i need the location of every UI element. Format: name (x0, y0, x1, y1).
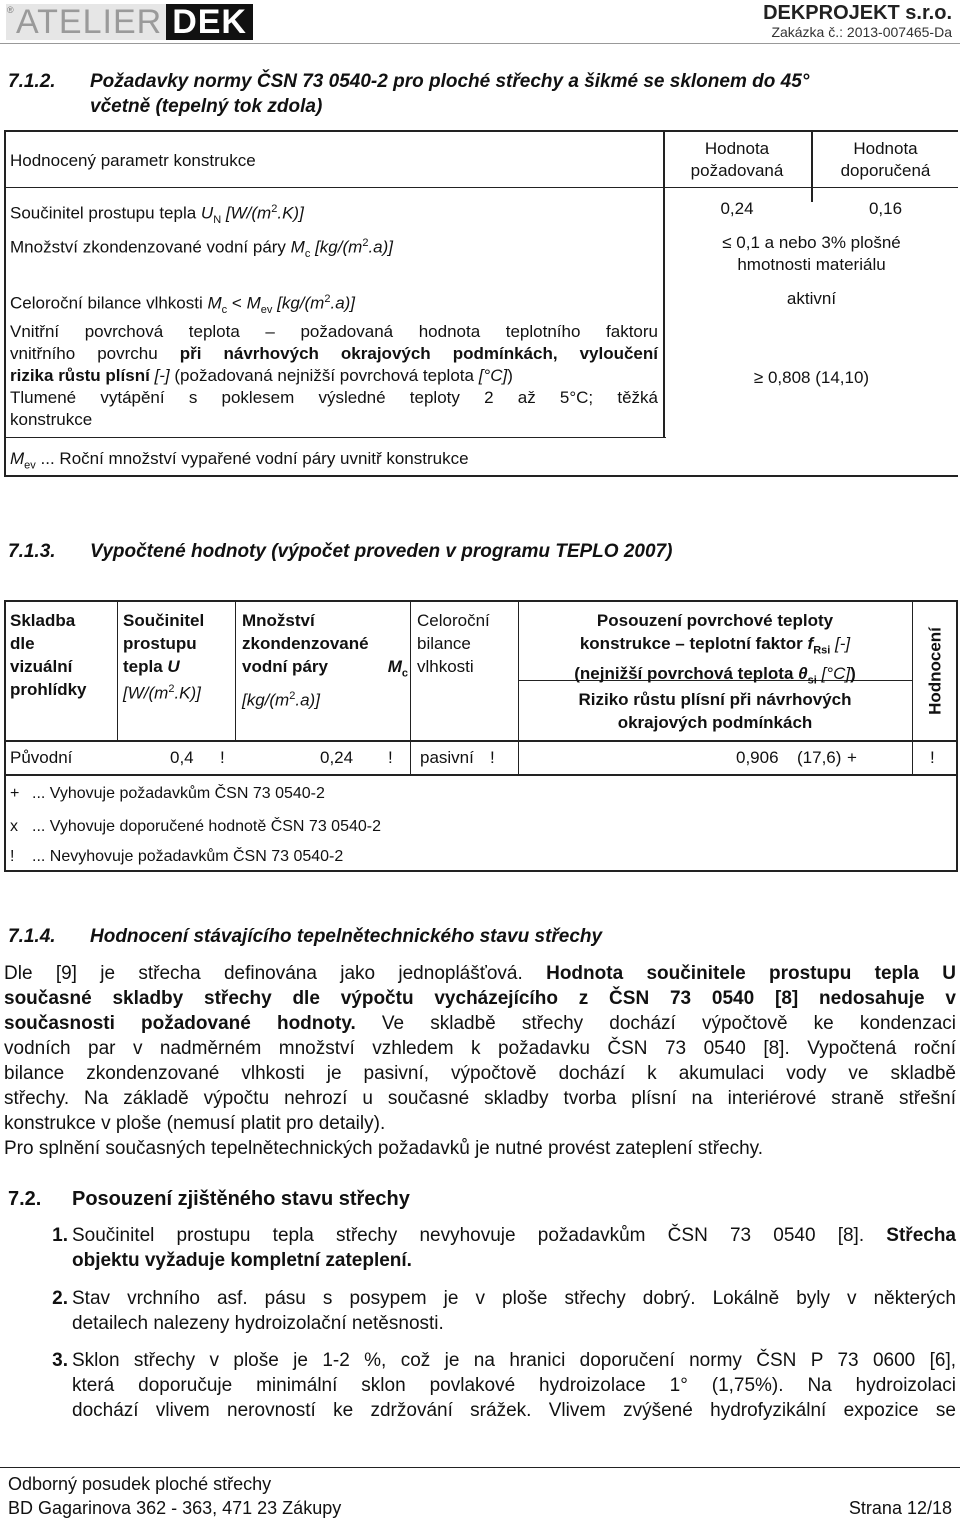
t2-col-balance: Celoroční bilance vlhkosti (417, 611, 490, 676)
footer-address: BD Gagarinova 362 - 363, 471 23 Zákupy (8, 1498, 342, 1518)
table1-col-param: Hodnocený parametr konstrukce (10, 151, 256, 170)
finding-item-3: 3. Sklon střechy v ploše je 1-2 %, což je na hranici doporučení normy ČSN P 73 0600 [6], která doporučuje minimální sklon povlakové hydroizolace 1° (1,75%). Na hydroizolaci dochází vlivem nerovností ke zdržování srážek. Vlivem zvýšené hydrofyzikální expozice se (52, 1350, 956, 1421)
table1-header-line (6, 187, 958, 188)
row-u-recommended: 0,16 (868, 199, 903, 218)
section-712-title-line2: včetně (tepelný tok zdola) (90, 96, 323, 117)
t2-col-u: Součinitel prostupu tepla U $[W/(m^2.K)]$ (123, 611, 205, 703)
t2-row-u: 0,4 (170, 748, 194, 767)
section-713-number: 7.1.3. (8, 541, 56, 562)
table1-col-required: Hodnota požadovaná (690, 139, 784, 180)
row-balance-label: Celoroční bilance vlhkosti $M_c < M_{ev}$ $[kg/(m^2.a)]$ (10, 293, 356, 317)
footer-doc-title: Odborný posudek ploché střechy (8, 1474, 272, 1494)
t2-col-evaluation: Hodnocení (925, 627, 945, 715)
section-714-title: Hodnocení stávajícího tepelnětechnického stavu střechy (90, 926, 603, 947)
results-table (4, 600, 958, 872)
order-number: Zakázka č.: 2013-007465-Da (771, 24, 952, 40)
t2-v2 (235, 602, 236, 740)
section-712-title-line1: Požadavky normy ČSN 73 0540-2 pro ploché střechy a šikmé se sklonem do 45° (90, 71, 810, 92)
row-u-required: 0,24 (720, 199, 754, 218)
header-divider (0, 43, 960, 44)
row-u-label: Součinitel prostupu tepla $U_N$ $[W/(m^2.K)]$ (10, 203, 304, 227)
t2-row-balance-mark: ! (490, 748, 495, 767)
t2-h-row (6, 774, 958, 776)
section-714-number: 7.1.4. (8, 926, 56, 947)
t2-row-temp: (17,6) (797, 748, 842, 767)
t2-h-header (6, 740, 958, 742)
row-mc-value: ≤ 0,1 a nebo 3% plošné hmotnosti materiálu (722, 233, 901, 274)
logo-dek: DEK (166, 4, 253, 40)
footer-divider (0, 1467, 960, 1468)
mev-note: $M_{ev}$ ... Roční množství vypařené vodní páry uvnitř konstrukce (10, 449, 469, 472)
company-name: DEKPROJEKT s.r.o. (763, 2, 952, 24)
section-713-title: Vypočtené hodnoty (výpočet proveden v programu TEPLO 2007) (90, 541, 673, 562)
legend-item: x ... Vyhovuje doporučené hodnotě ČSN 73 0540-2 (10, 818, 381, 835)
t2-row-frsi: 0,906 (736, 748, 779, 767)
t2-row-mc-mark: ! (388, 748, 393, 767)
t2-row-name: Původní (10, 748, 73, 767)
table1-col-recommended: Hodnota doporučená (840, 139, 931, 180)
requirements-table (4, 130, 958, 477)
legend-item: + ... Vyhovuje požadavkům ČSN 73 0540-2 (10, 785, 325, 802)
footer-page-number: Strana 12/18 (848, 1498, 952, 1518)
table1-note-line (6, 437, 666, 438)
t2-col-composition: Skladba dle vizuální prohlídky (10, 611, 87, 699)
finding-item-2: 2. Stav vrchního asf. pásu s posypem je v ploše střechy dobrý. Lokálně byly v některých detailech nalezeny hydroizolační netěsnosti. (52, 1288, 956, 1334)
row-mc-label: Množství zkondenzované vodní páry $M_c$ $[kg/(m^2.a)]$ (10, 237, 393, 261)
t2-col-mc: Množství zkondenzované vodní páry $M_c$ $[kg/(m^2.a)]$ (242, 611, 408, 711)
legend-item: ! ... Nevyhovuje požadavkům ČSN 73 0540-2 (10, 848, 344, 865)
t2-row-frsi-mark: + (847, 748, 857, 767)
t2-row-eval: ! (930, 748, 935, 767)
section-72-title: Posouzení zjištěného stavu střechy (72, 1188, 410, 1210)
t2-row-u-mark: ! (220, 748, 225, 767)
t2-v1 (117, 602, 118, 740)
assessment-paragraph: Dle [9] je střecha definována jako jednoplášťová. Hodnota součinitele prostupu tepla U současné skladby střechy dle výpočtu vycházejícího z ČSN 73 0540 [8] nedosahuje v současnosti požadované hodnoty. Ve skladbě střechy dochází výpočtově ke kondenzaci vodních par v nadměrném množství vzhledem k požadavku ČSN 73 0540 [8]. Vypočtená roční bilance zkondenzované vlhkosti je pasivní, výpočtově dochází k akumulaci vody ve skladbě střechy. Na základě výpočtu nehrozí u současné skladby tvorba plísní na interiérové straně střešní konstrukce v ploše (nemusí platit pro detaily). Pro splnění současných tepelnětechnických požadavků je nutné provést zateplení střechy. (4, 963, 957, 1159)
t2-row-mc: 0,24 (320, 748, 354, 767)
section-712-number: 7.1.2. (8, 71, 56, 92)
t2-col-mould-risk: Riziko růstu plísní při návrhových okrajových podmínkách (578, 690, 852, 732)
finding-item-1: 1. Součinitel prostupu tepla střechy nevyhovuje požadavkům ČSN 73 0540 [8]. Střecha objektu vyžaduje kompletní zateplení. (52, 1225, 956, 1271)
atelier-dek-logo (6, 4, 253, 40)
row-temp-label: Vnitřní povrchová teplota – požadovaná hodnota teplotního faktoru vnitřního povrchu při návrhových okrajových podmínkách, vyloučení rizika růstu plísní [-] (požadovaná nejnižší povrchová teplota [°C]) Tlumené vytápění s poklesem výsledné teploty 2 až 5°C; těžká konstrukce (10, 322, 658, 429)
company-block (763, 2, 952, 40)
logo-atelier: ® ATELIER (6, 4, 166, 40)
row-temp-value: ≥ 0,808 (14,10) (753, 368, 870, 387)
t2-row-balance: pasivní (420, 748, 474, 767)
row-balance-value: aktivní (786, 289, 837, 308)
t2-col-surface: Posouzení povrchové teploty konstrukce – teplotní faktor $f_{Rsi}$ [-] (nejnižší povrchová teplota $\theta_{si}$ [°C]) (574, 611, 856, 687)
t2-v3 (410, 602, 411, 775)
section-72-number: 7.2. (8, 1188, 42, 1210)
